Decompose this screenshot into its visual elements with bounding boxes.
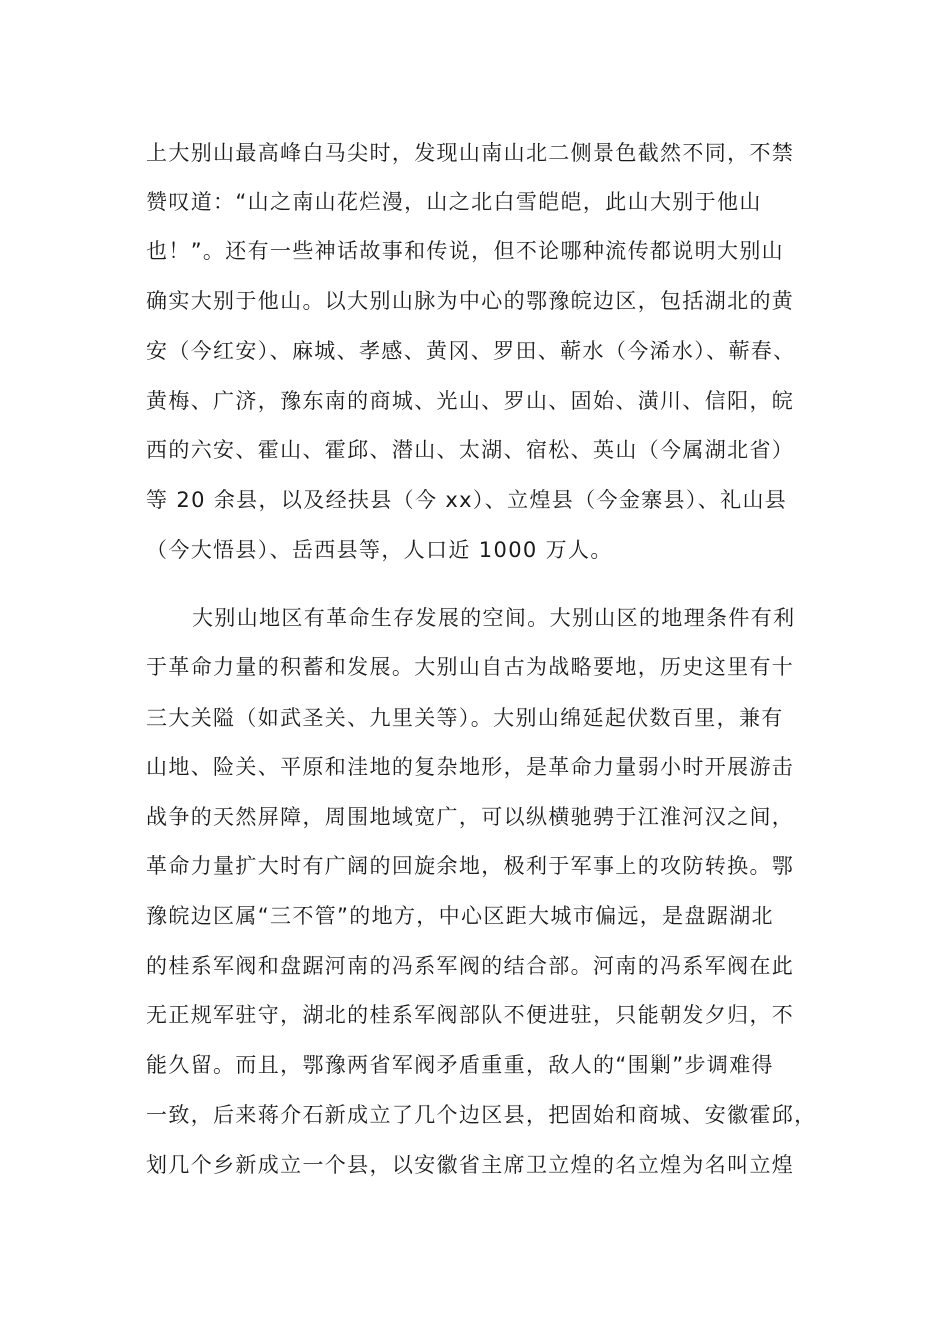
paragraph-2-line-5: 战争的天然屏障，周围地域宽广，可以纵横驰骋于江淮河汉之间， (146, 805, 795, 829)
paragraph-1-line-8: 等 20 余县，以及经扶县（今 xx）、立煌县（今金寨县）、礼山县 (146, 488, 788, 512)
paragraph-1-line-5: 安（今红安）、麻城、孝感、黄冈、罗田、蕲水（今浠水）、蕲春、 (146, 339, 796, 363)
paragraph-1-line-6: 黄梅、广济，豫东南的商城、光山、罗山、固始、潢川、信阳，皖 (146, 389, 795, 413)
paragraph-2-line-8: 的桂系军阀和盘踞河南的冯系军阀的结合部。河南的冯系军阀在此 (146, 954, 795, 978)
paragraph-2-line-3: 三大关隘（如武圣关、九里关等）。大别山绵延起伏数百里，兼有 (146, 706, 784, 730)
paragraph-1-line-3: 也！”。还有一些神话故事和传说，但不论哪种流传都说明大别山 (146, 239, 785, 263)
paragraph-2-line-4: 山地、险关、平原和洼地的复杂地形，是革命力量弱小时开展游击 (146, 755, 795, 779)
paragraph-2-line-11: 一致，后来蒋介石新成立了几个边区县，把固始和商城、安徽霍邱， (146, 1103, 817, 1127)
paragraph-2-line-9: 无正规军驻守，湖北的桂系军阀部队不便进驻，只能朝发夕归，不 (146, 1003, 795, 1027)
paragraph-1-line-4: 确实大别于他山。以大别山脉为中心的鄂豫皖边区，包括湖北的黄 (146, 289, 795, 313)
paragraph-2-line-10: 能久留。而且，鄂豫两省军阀矛盾重重，敌人的“围剿”步调难得 (146, 1053, 774, 1077)
paragraph-2-line-7: 豫皖边区属“三不管”的地方，中心区距大城市偏远，是盘踞湖北 (146, 904, 774, 928)
paragraph-2-line-2: 于革命力量的积蓄和发展。大别山自古为战略要地，历史这里有十 (146, 655, 795, 679)
paragraph-2-line-1: 大别山地区有革命生存发展的空间。大别山区的地理条件有利 (192, 606, 796, 630)
paragraph-1-line-1: 上大别山最高峰白马尖时，发现山南山北二侧景色截然不同，不禁 (146, 141, 795, 165)
paragraph-1-line-2: 赞叹道：“山之南山花烂漫，山之北白雪皑皑，此山大别于他山 (146, 190, 762, 214)
paragraph-1-line-9: （今大悟县）、岳西县等，人口近 1000 万人。 (146, 538, 613, 562)
paragraph-1-line-7: 西的六安、霍山、霍邱、潜山、太湖、宿松、英山（今属湖北省） (146, 438, 795, 462)
paragraph-2-line-12: 划几个乡新成立一个县，以安徽省主席卫立煌的名立煌为名叫立煌 (146, 1153, 795, 1177)
paragraph-2-line-6: 革命力量扩大时有广阔的回旋余地，极利于军事上的攻防转换。鄂 (146, 854, 795, 878)
